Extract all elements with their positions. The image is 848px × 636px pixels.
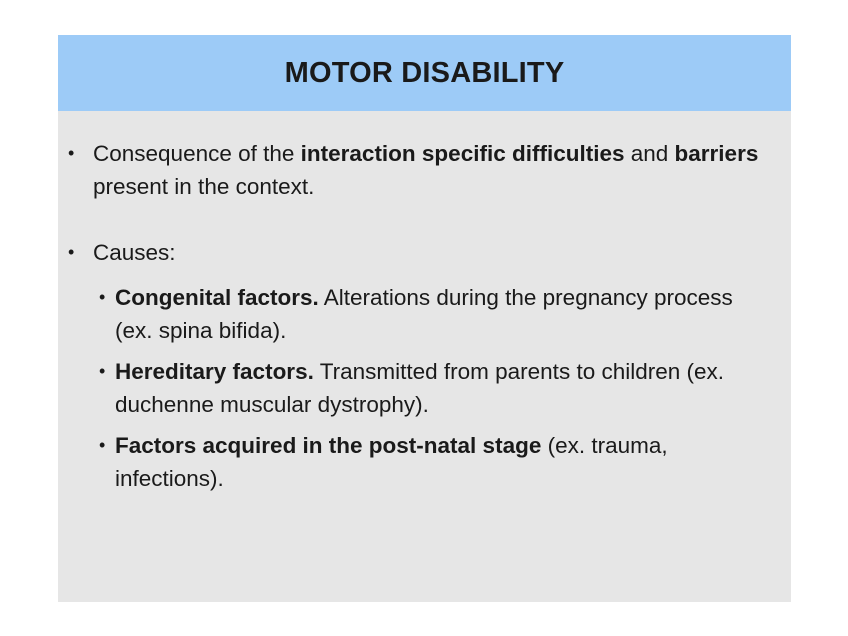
bullet-text: Factors acquired in the post-natal stage (ex. trauma, infections). [115,433,668,491]
bullet-causes [68,236,791,269]
bullet-consequence [68,137,773,203]
bullet-text: Congenital factors. Alterations during the pregnancy process (ex. spina bifida). [115,285,733,343]
bullet-dot-icon: • [99,287,106,307]
bullet-text: Hereditary factors. Transmitted from parents to children (ex. duchenne muscular dystrophy). [115,359,725,417]
sub-bullet-congenital [99,281,775,347]
sub-bullet-post-natal [99,429,775,495]
bullet-dot-icon: • [99,361,106,381]
bullet-text: Consequence of the interaction specific difficulties and barriers present in the context. [93,141,759,199]
sub-bullet-hereditary [99,355,791,421]
title-bar [58,35,791,111]
slide [58,35,791,602]
bullet-dot-icon: • [68,143,75,163]
bullet-text: Causes: [93,240,176,265]
bullet-dot-icon: • [99,435,106,455]
slide-content [58,137,791,495]
bullet-dot-icon: • [68,242,75,262]
slide-title: MOTOR DISABILITY [284,56,565,89]
